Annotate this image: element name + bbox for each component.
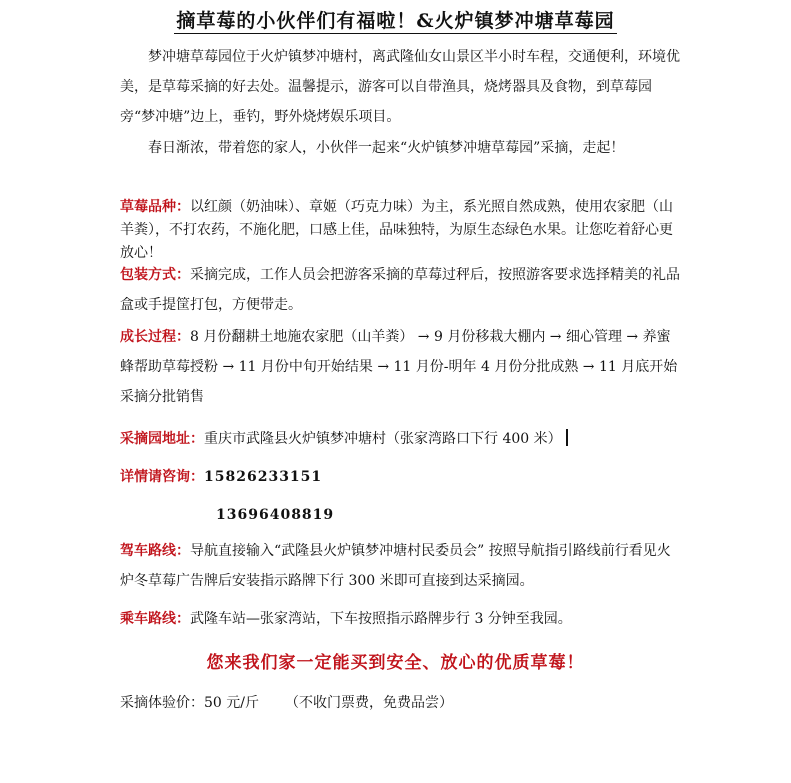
- section-packaging: [120, 260, 680, 320]
- page-title: [0, 8, 791, 34]
- price-line: [120, 692, 453, 712]
- growth-text: 8 月份翻耕土地施农家肥（山羊粪） → 9 月份移栽大棚内 → 细心管理 → 养蜜蜂帮助草莓授粉 → 11 月份中旬开始结果 → 11 月份-明年 4 月份分批成熟 → 11 月底开始采摘分批销售: [120, 329, 678, 405]
- text-cursor: [566, 429, 568, 446]
- packaging-label: 包装方式：: [120, 267, 190, 283]
- page-title-text: 摘草莓的小伙伴们有福啦！&火炉镇梦冲塘草莓园: [176, 10, 615, 32]
- variety-text: 以红颜（奶油味）、章姬（巧克力味）为主，系光照自然成熟，使用农家肥（山羊粪），不打农药，不施化肥，口感上佳，品味独特，为原生态绿色水果。让您吃着舒心更放心！: [120, 199, 673, 261]
- driving-label: 驾车路线：: [120, 543, 190, 559]
- contact-phone-2-row: [216, 504, 516, 527]
- driving-text: 导航直接输入“武隆县火炉镇梦冲塘村民委员会” 按照导航指引路线前行看见火炉冬草莓广告牌后安装指示路牌下行 300 米即可直接到达采摘园。: [120, 543, 671, 589]
- contact-phone-1: 15826233151: [204, 469, 323, 485]
- price-note: （不收门票费，免费品尝）: [284, 695, 453, 711]
- contact-label: 详情请咨询：: [120, 469, 204, 485]
- section-driving: [120, 536, 680, 596]
- contact-phone-2: 13696408819: [216, 507, 335, 523]
- section-variety: [120, 196, 680, 265]
- section-bus: [120, 608, 680, 631]
- growth-label: 成长过程：: [120, 329, 190, 345]
- section-growth: [120, 322, 680, 412]
- bus-label: 乘车路线：: [120, 611, 190, 627]
- section-address: [120, 428, 680, 451]
- slogan: 您来我们家一定能买到安全、放心的优质草莓！: [206, 653, 585, 673]
- intro-paragraph-2: 春日渐浓，带着您的家人，小伙伴一起来“火炉镇梦冲塘草莓园”采摘，走起！: [148, 140, 625, 156]
- section-contact: [120, 466, 680, 489]
- intro-paragraph-1: 梦冲塘草莓园位于火炉镇梦冲塘村，离武隆仙女山景区半小时车程，交通便利，环境优美，是草莓采摘的好去处。温馨提示，游客可以自带渔具，烧烤器具及食物，到草莓园旁“梦冲塘”边上，垂钓，野外烧烤娱乐项目。: [120, 49, 680, 125]
- address-text: 重庆市武隆县火炉镇梦冲塘村（张家湾路口下行 400 米）: [204, 431, 562, 447]
- price-label: 采摘体验价：50 元/斤: [120, 695, 259, 711]
- packaging-text: 采摘完成，工作人员会把游客采摘的草莓过秤后，按照游客要求选择精美的礼品盒或手提筐打包，方便带走。: [120, 267, 680, 313]
- bus-text: 武隆车站—张家湾站，下车按照指示路牌步行 3 分钟至我园。: [190, 611, 572, 627]
- address-label: 采摘园地址：: [120, 431, 204, 447]
- variety-label: 草莓品种：: [120, 199, 190, 215]
